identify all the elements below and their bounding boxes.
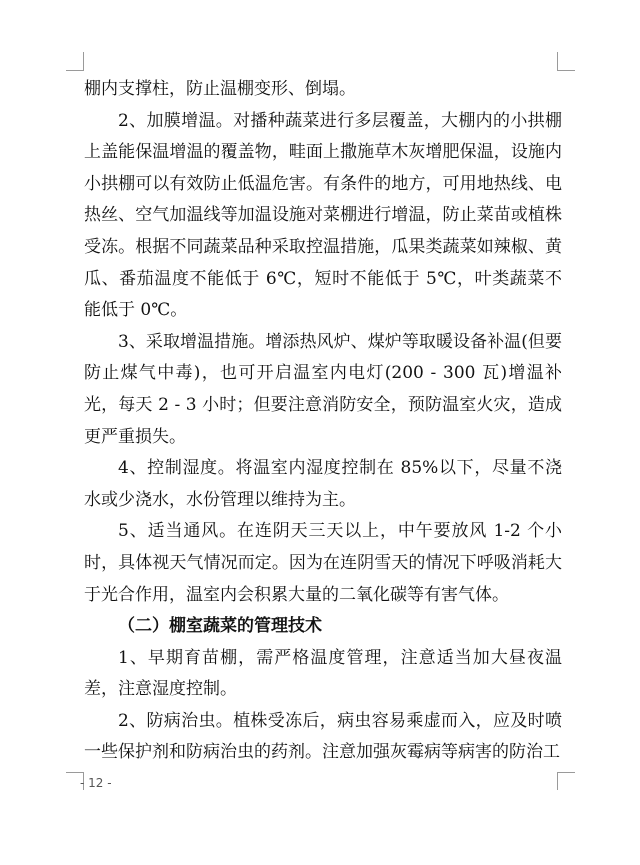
paragraph-ventilation: 5、适当通风。在连阴天三天以上，中午要放风 1-2 个小时，具体视天气情况而定。因为在连阴雪天的情况下呼吸消耗大于光合作用，温室内会积累大量的二氧化碳等有害气体。 — [84, 521, 562, 605]
paragraph-heating-measures: 3、采取增温措施。增添热风炉、煤炉等取暖设备补温(但要防止煤气中毒)，也可开启温室内电灯(200 - 300 瓦)增温补光，每天 2 - 3 小时；但要注意消防安全，预防温室火灾，造成更严重损失。 — [84, 331, 562, 447]
page-number: - 12 - — [80, 776, 112, 790]
paragraph-film-warming: 2、加膜增温。对播种蔬菜进行多层覆盖，大棚内的小拱棚上盖能保温增温的覆盖物，畦面上撒施草木灰增肥保温，设施内小拱棚可以有效防止低温危害。有条件的地方，可用地热线、电热丝、空气加温线等加温设施对菜棚进行增温，防止菜苗或植株受冻。根据不同蔬菜品种采取控温措施，瓜果类蔬菜如辣椒、黄瓜、番茄温度不能低于 6℃，短时不能低于 5℃，叶类蔬菜不能低于 0℃。 — [84, 110, 562, 321]
crop-mark-top-right-v — [557, 52, 558, 71]
paragraph-continuation: 棚内支撑柱，防止温棚变形、倒塌。 — [84, 79, 356, 99]
document-body — [84, 74, 562, 769]
paragraph-pest-control: 2、防病治虫。植株受冻后，病虫容易乘虚而入，应及时喷一些保护剂和防病治虫的药剂。注意加强灰霉病等病害的防治工 — [84, 710, 562, 763]
crop-mark-top-right-h — [557, 70, 575, 71]
crop-mark-top-left-h — [66, 70, 84, 71]
section-heading: （二）棚室蔬菜的管理技术 — [118, 616, 322, 637]
paragraph-seedling-shed: 1、早期育苗棚，需严格温度管理，注意适当加大昼夜温差，注意湿度控制。 — [84, 647, 562, 700]
crop-mark-top-left-v — [83, 52, 84, 71]
crop-mark-bottom-left-h — [66, 772, 84, 773]
crop-mark-bottom-right-v — [557, 772, 558, 790]
paragraph-humidity-control: 4、控制湿度。将温室内湿度控制在 85%以下，尽量不浇水或少浇水，水份管理以维持为主。 — [84, 458, 562, 510]
crop-mark-bottom-right-h — [557, 772, 575, 773]
